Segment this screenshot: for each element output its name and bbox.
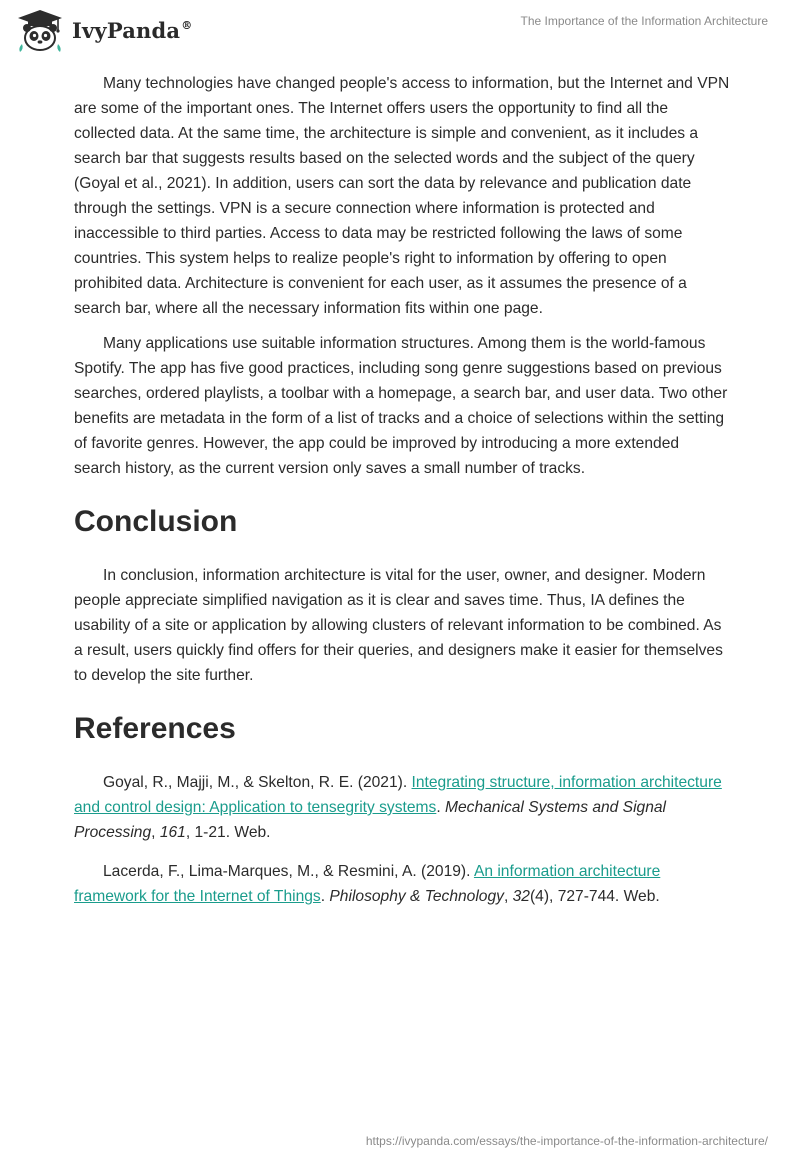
essay-content: [74, 71, 730, 923]
page-header: [0, 0, 800, 64]
brand-logo[interactable]: [14, 8, 192, 52]
reference-item: Goyal, R., Majji, M., & Skelton, R. E. (2021). Integrating structure, information architecture and control design: Application to tensegrity systems. Mechanical Systems and Signal Processing, 161, 1-21. Web.: [74, 774, 722, 841]
reference-item: Lacerda, F., Lima-Marques, M., & Resmini, A. (2019). An information architecture framework for the Internet of Things. Philosophy & Technology, 32(4), 727-744. Web.: [74, 863, 661, 905]
footer-url[interactable]: https://ivypanda.com/essays/the-importance-of-the-information-architecture/: [365, 1134, 768, 1148]
reference-link[interactable]: Integrating structure, information architecture and control design: Application to tensegrity systems: [74, 774, 722, 816]
conclusion-heading: Conclusion: [74, 505, 238, 538]
document-title: The Importance of the Information Architecture: [520, 14, 768, 28]
reference-link[interactable]: An information architecture framework for the Internet of Things: [74, 863, 661, 905]
body-paragraph-2: Many applications use suitable information structures. Among them is the world-famous Spotify. The app has five good practices, including song genre suggestions based on previous searches, ordered playlists, a toolbar with a homepage, a search bar, and user data. Two other benefits are metadata in the form of a list of tracks and a choice of selections within the setting of favorite genres. However, the app could be improved by introducing a more extended search history, as the current version only saves a small number of tracks.: [74, 335, 728, 477]
conclusion-paragraph: In conclusion, information architecture is vital for the user, owner, and designer. Modern people appreciate simplified navigation as it is clear and saves time. Thus, IA defines the usability of a site or application by allowing clusters of relevant information to be combined. As a result, users quickly find offers for their queries, and designers make it easier for themselves to develop the site further.: [74, 567, 723, 684]
panda-graduate-icon: [14, 8, 66, 52]
body-paragraph-1: Many technologies have changed people's access to information, but the Internet and VPN are some of the important ones. The Internet offers users the opportunity to find all the collected data. At the same time, the architecture is simple and convenient, as it includes a search bar that suggests results based on the selected words and the subject of the query (Goyal et al., 2021). In addition, users can sort the data by relevance and publication date through the settings. VPN is a secure connection where information is protected and inaccessible to third parties. Access to data may be restricted following the laws of some countries. This system helps to realize people's right to information by offering to open prohibited data. Architecture is convenient for each user, as it assumes the presence of a search bar, where all the necessary information fits within one page.: [74, 75, 730, 317]
references-heading: References: [74, 712, 236, 745]
brand-name: IvyPanda®: [72, 17, 193, 43]
